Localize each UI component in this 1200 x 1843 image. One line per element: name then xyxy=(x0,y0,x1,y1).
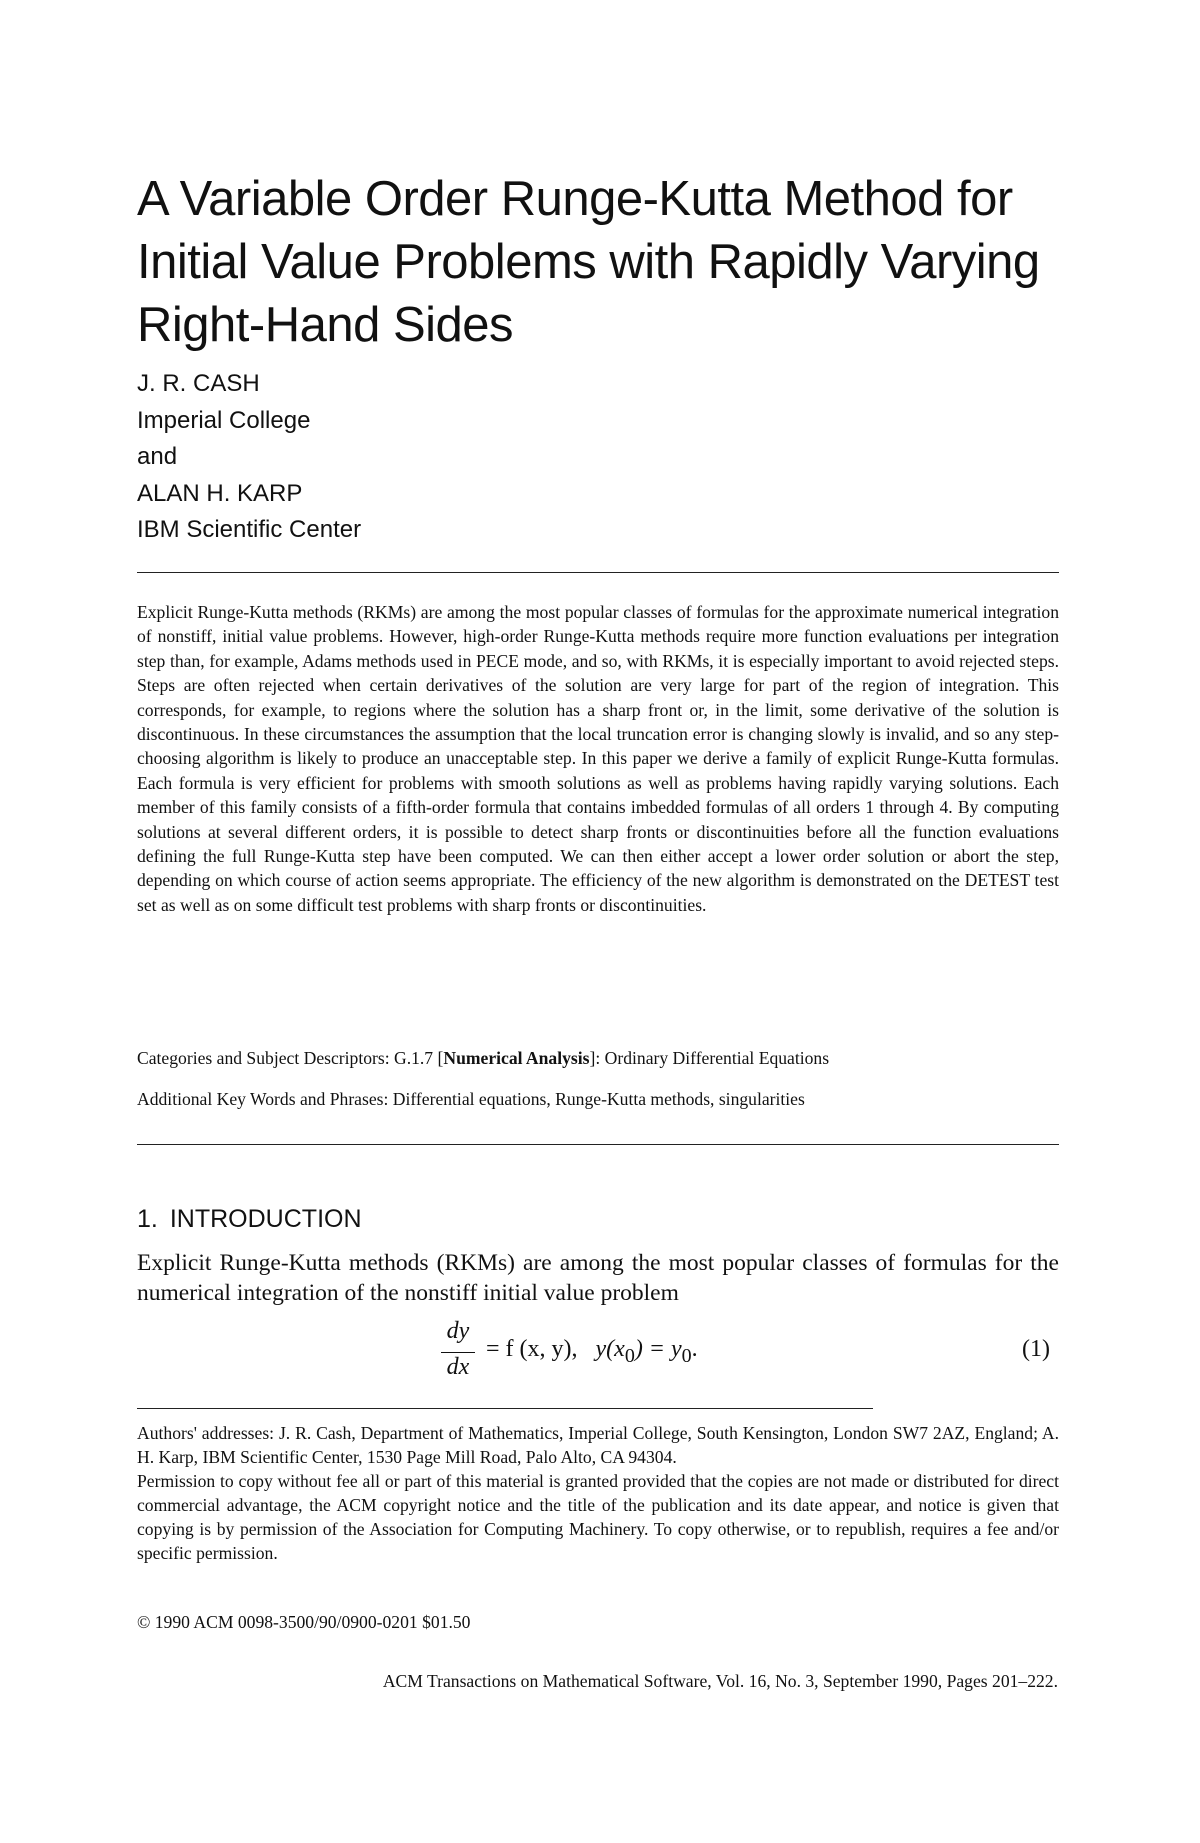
fraction-bar xyxy=(441,1352,475,1353)
equation-rhs-c: ) = y xyxy=(634,1336,682,1362)
keywords-line: Additional Key Words and Phrases: Differential equations, Runge-Kutta methods, singularities xyxy=(137,1089,805,1109)
copy-permission: Permission to copy without fee all or part of this material is granted provided that the copies are not made or distributed for direct commercial advantage, the ACM copyright notice and the title of the publication and its date appear, and notice is given that copying is by permission of the Association for Computing Machinery. To copy otherwise, or to republish, requires a fee and/or specific permission. xyxy=(137,1471,1059,1563)
title-line-2: Initial Value Problems with Rapidly Varying xyxy=(137,235,1040,289)
abstract xyxy=(137,600,1059,917)
equation-rhs-b: y(x xyxy=(595,1336,625,1362)
categories-line xyxy=(137,1046,829,1070)
title-line-1: A Variable Order Runge-Kutta Method for xyxy=(137,172,1013,226)
equation-sub-2: 0 xyxy=(681,1344,692,1367)
categories-bold: Numerical Analysis xyxy=(443,1048,590,1068)
author-name-karp: ALAN H. KARP xyxy=(137,479,303,507)
fraction-denominator: dx xyxy=(446,1354,470,1380)
abstract-text: Explicit Runge-Kutta methods (RKMs) are among the most popular classes of formulas for the approximate numerical integration of nonstiff, initial value problems. However, high-order Runge-Kutta methods require more function evaluations per integration step than, for example, Adams methods used in PECE mode, and so, with RKMs, it is especially important to avoid rejected steps. Steps are often rejected when certain derivatives of the solution are very large for part of the region of integration. This corresponds, for example, to regions where the solution has a sharp front or, in the limit, some derivative of the solution is discontinuous. In these circumstances the assumption that the local truncation error is changing slowly is invalid, and so any step-choosing algorithm is likely to produce an unacceptable step. In this paper we derive a family of explicit Runge-Kutta formulas. Each formula is very efficient for problems with smooth solutions as well as problems having rapidly varying solutions. Each member of this family consists of a fifth-order formula that contains imbedded formulas of all orders 1 through 4. By computing solutions at several different orders, it is possible to detect sharp fronts or discontinuities before all the function evaluations defining the full Runge-Kutta step have been computed. We can then either accept a lower order solution or abort the step, depending on which course of action seems appropriate. The efficiency of the new algorithm is demonstrated on the DETEST test set as well as on some difficult test problems with sharp fronts or discontinuities. xyxy=(137,602,1059,915)
affiliation-ibm: IBM Scientific Center xyxy=(137,516,362,543)
intro-text: Explicit Runge-Kutta methods (RKMs) are among the most popular classes of formulas for the numerical integration of the nonstiff initial value problem xyxy=(137,1250,1059,1306)
paper-title xyxy=(137,168,1077,357)
author-addresses: Authors' addresses: J. R. Cash, Department of Mathematics, Imperial College, South Kensington, London SW7 2AZ, England; A. H. Karp, IBM Scientific Center, 1530 Page Mill Road, Palo Alto, CA 94304. xyxy=(137,1423,1059,1467)
footnotes xyxy=(137,1421,1059,1565)
affiliation-imperial: Imperial College xyxy=(137,406,311,434)
author-name-cash: J. R. CASH xyxy=(137,370,260,397)
section-number: 1. xyxy=(137,1205,158,1233)
categories-suffix: ]: Ordinary Differential Equations xyxy=(589,1048,830,1068)
categories-prefix: Categories and Subject Descriptors: G.1.7 [ xyxy=(137,1048,444,1068)
equation-rhs xyxy=(486,1336,698,1368)
fraction-numerator: dy xyxy=(446,1318,470,1344)
title-line-3: Right-Hand Sides xyxy=(137,298,514,352)
copyright-notice: © 1990 ACM 0098-3500/90/0900-0201 $01.50 xyxy=(137,1612,471,1632)
equation-number: (1) xyxy=(1022,1336,1050,1362)
journal-footer: ACM Transactions on Mathematical Software, Vol. 16, No. 3, September 1990, Pages 201–222. xyxy=(382,1671,1058,1691)
equation-rhs-a: = f (x, y), xyxy=(486,1336,578,1362)
equation-1 xyxy=(0,1318,1200,1388)
footnote-rule xyxy=(137,1408,873,1409)
equation-rhs-end: . xyxy=(691,1336,698,1362)
divider-bottom xyxy=(137,1144,1059,1145)
author-block xyxy=(137,366,361,549)
equation-sub-1: 0 xyxy=(624,1344,635,1367)
intro-paragraph xyxy=(137,1248,1059,1308)
section-heading xyxy=(137,1203,374,1235)
divider-top xyxy=(137,572,1059,573)
author-conjunction: and xyxy=(137,443,178,470)
section-title: INTRODUCTION xyxy=(169,1205,362,1233)
